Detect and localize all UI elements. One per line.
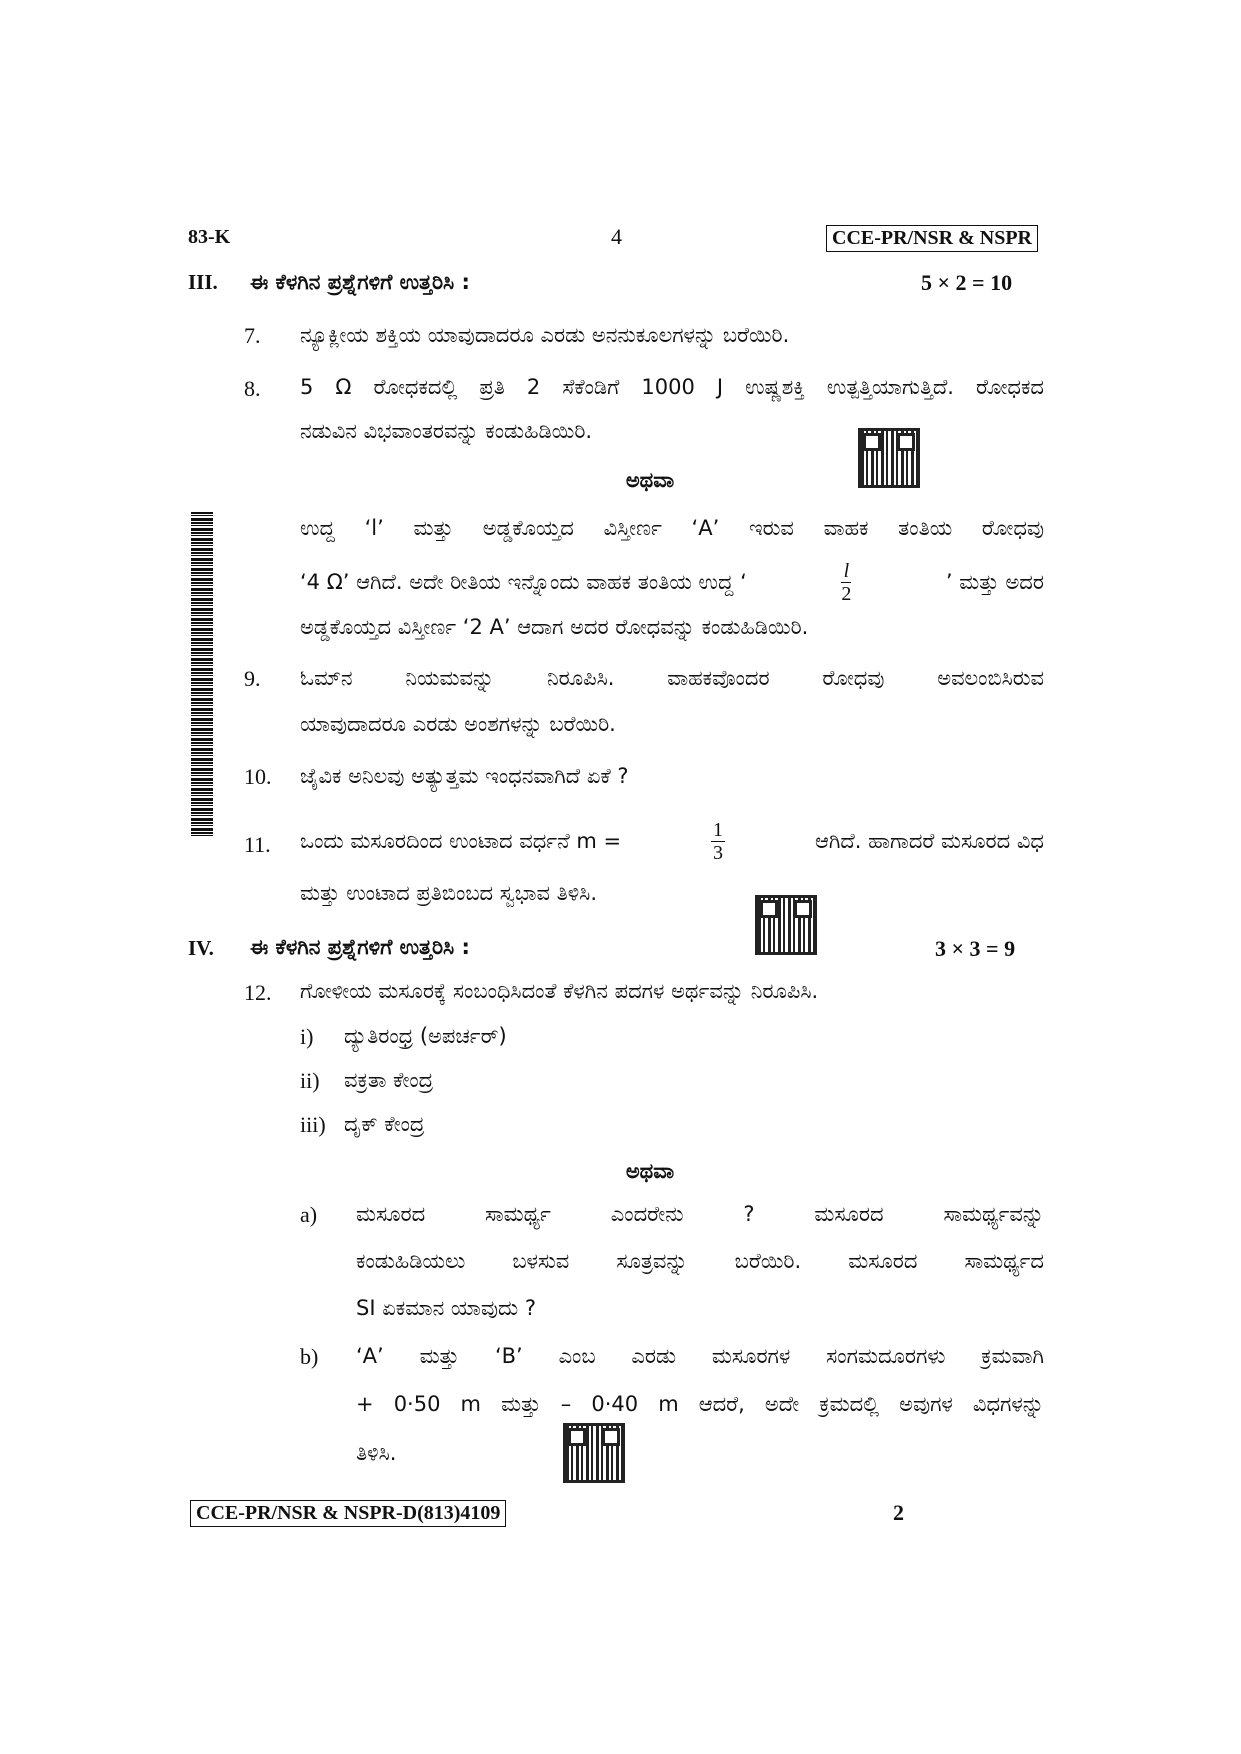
exam-code-box: CCE-PR/NSR & NSPR (826, 225, 1038, 252)
item-text: + 0·50 m ಮತ್ತು – 0·40 m ಆದರೆ, ಅದೇ ಕ್ರಮದಲ್ಲಿ ಅವುಗಳ ವಿಧಗಳನ್ನು (356, 1392, 1044, 1416)
question-number: 11. (244, 832, 271, 857)
qr-code-icon (755, 895, 817, 955)
item-text: ‘A’ ಮತ್ತು ‘B’ ಎಂಬ ಎರಡು ಮಸೂರಗಳ ಸಂಗಮದೂರಗಳು ಕ್ರಮವಾಗಿ (356, 1344, 1044, 1368)
sheet-number: 2 (893, 1500, 904, 1525)
section-marks: 3 × 3 = 9 (935, 936, 1016, 961)
item-label: iii) (300, 1112, 326, 1137)
barcode-icon (191, 512, 213, 837)
section-numeral: IV. (188, 936, 214, 960)
item-text: ವಕ್ರತಾ ಕೇಂದ್ರ (344, 1068, 434, 1092)
question-text: ನ್ಯೂಕ್ಲೀಯ ಶಕ್ತಿಯ ಯಾವುದಾದರೂ ಎರಡು ಅನನುಕೂಲಗಳನ್ನು ಬರೆಯಿರಿ. (300, 323, 790, 347)
item-text: ದೃಕ್ ಕೇಂದ್ರ (344, 1112, 425, 1136)
page-number: 4 (611, 224, 622, 249)
item-text: ಕಂಡುಹಿಡಿಯಲು ಬಳಸುವ ಸೂತ್ರವನ್ನು ಬರೆಯಿರಿ. ಮಸೂರದ ಸಾಮರ್ಥ್ಯದ (356, 1249, 1044, 1273)
question-text: ಓಮ್‌ನ ನಿಯಮವನ್ನು ನಿರೂಪಿಸಿ. ವಾಹಕವೊಂದರ ರೋಧವು ಅವಲಂಬಿಸಿರುವ (300, 666, 1044, 690)
question-text-line (300, 557, 1044, 607)
question-text: ಒಂದು ಮಸೂರದಿಂದ ಉಂಟಾದ ವರ್ಧನೆ m = (300, 829, 622, 853)
section-instruction: ಈ ಕೆಳಗಿನ ಪ್ರಶ್ನೆಗಳಿಗೆ ಉತ್ತರಿಸಿ : (250, 935, 470, 959)
question-number: 12. (244, 980, 272, 1005)
question-text: ’ ಮತ್ತು ಅದರ (945, 570, 1044, 594)
question-text: ಗೋಳೀಯ ಮಸೂರಕ್ಕೆ ಸಂಬಂಧಿಸಿದಂತೆ ಕೆಳಗಿನ ಪದಗಳ ಅರ್ಥವನ್ನು ನಿರೂಪಿಸಿ. (300, 979, 819, 1003)
item-label: b) (300, 1344, 319, 1369)
qr-code-icon (563, 1423, 625, 1483)
item-text: SI ಏಕಮಾನ ಯಾವುದು ? (356, 1296, 537, 1320)
question-text: 5 Ω ರೋಧಕದಲ್ಲಿ ಪ್ರತಿ 2 ಸೆಕೆಂಡಿಗೆ 1000 J ಉಷ್ಣಶಕ್ತಿ ಉತ್ಪತ್ತಿಯಾಗುತ್ತಿದೆ. ರೋಧಕದ (300, 375, 1044, 399)
question-number: 9. (244, 666, 261, 691)
or-divider: ಅಥವಾ (625, 468, 675, 492)
question-number: 8. (244, 376, 261, 401)
item-text: ದ್ಯುತಿರಂಧ್ರ (ಅಪರ್ಚರ್) (344, 1024, 507, 1048)
section-numeral: III. (188, 270, 218, 294)
paper-code: 83-K (188, 226, 231, 248)
question-text: ಜೈವಿಕ ಅನಿಲವು ಅತ್ಯುತ್ತಮ ಇಂಧನವಾಗಿದೆ ಏಕೆ ? (300, 764, 629, 788)
fraction: $\frac{l}{2}$ (841, 559, 852, 605)
question-text: ಯಾವುದಾದರೂ ಎರಡು ಅಂಶಗಳನ್ನು ಬರೆಯಿರಿ. (300, 712, 616, 736)
question-text: ‘4 Ω’ ಆಗಿದೆ. ಅದೇ ರೀತಿಯ ಇನ್ನೊಂದು ವಾಹಕ ತಂತಿಯ ಉದ್ದ ‘ (300, 570, 747, 594)
question-text: ಅಡ್ಡಕೊಯ್ತದ ವಿಸ್ತೀರ್ಣ ‘2 A’ ಆದಾಗ ಅದರ ರೋಧವನ್ನು ಕಂಡುಹಿಡಿಯಿರಿ. (300, 615, 809, 639)
item-label: a) (300, 1202, 318, 1227)
question-text: ನಡುವಿನ ವಿಭವಾಂತರವನ್ನು ಕಂಡುಹಿಡಿಯಿರಿ. (300, 419, 593, 443)
section-instruction: ಈ ಕೆಳಗಿನ ಪ್ರಶ್ನೆಗಳಿಗೆ ಉತ್ತರಿಸಿ : (250, 270, 470, 294)
or-divider: ಅಥವಾ (625, 1159, 675, 1183)
question-number: 7. (244, 323, 261, 348)
section-marks: 5 × 2 = 10 (921, 270, 1013, 295)
item-label: ii) (300, 1068, 320, 1093)
item-text: ಮಸೂರದ ಸಾಮರ್ಥ್ಯ ಎಂದರೇನು ? ಮಸೂರದ ಸಾಮರ್ಥ್ಯವನ್ನು (356, 1202, 1044, 1226)
item-text: ತಿಳಿಸಿ. (356, 1441, 397, 1465)
question-text: ಆಗಿದೆ. ಹಾಗಾದರೆ ಮಸೂರದ ವಿಧ (814, 829, 1044, 853)
question-number: 10. (244, 764, 272, 789)
fraction: $\frac{1}{3}$ (713, 818, 724, 864)
question-text-line (300, 816, 1044, 866)
question-text: ಉದ್ದ ‘l’ ಮತ್ತು ಅಡ್ಡಕೊಯ್ತದ ವಿಸ್ತೀರ್ಣ ‘A’ ಇರುವ ವಾಹಕ ತಂತಿಯ ರೋಧವು (300, 516, 1044, 540)
question-text: ಮತ್ತು ಉಂಟಾದ ಪ್ರತಿಬಿಂಬದ ಸ್ವಭಾವ ತಿಳಿಸಿ. (300, 881, 598, 905)
footer-code-box: CCE-PR/NSR & NSPR-D(813)4109 (190, 1500, 506, 1527)
qr-code-icon (858, 428, 920, 488)
item-label: i) (300, 1024, 314, 1049)
